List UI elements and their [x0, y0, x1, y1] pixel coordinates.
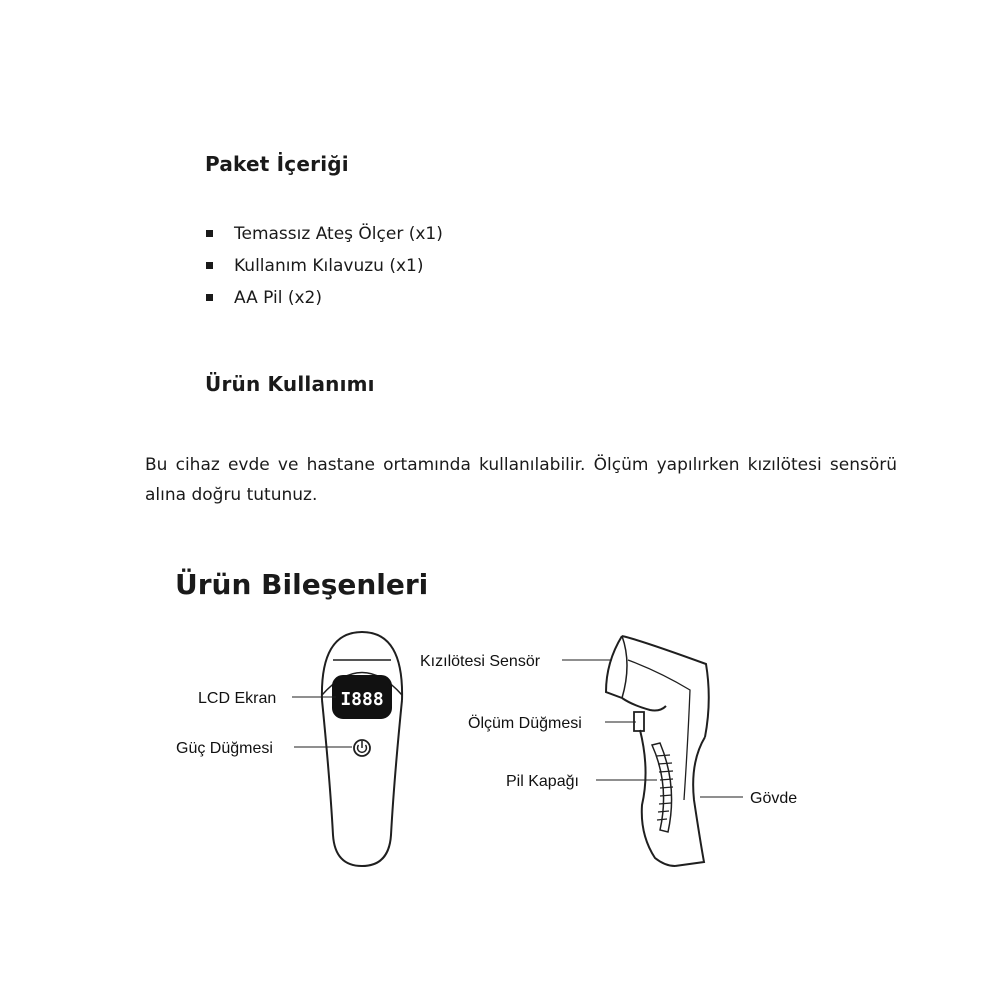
product-usage-heading: Ürün Kullanımı	[205, 372, 375, 396]
list-item: Temassız Ateş Ölçer (x1)	[205, 218, 443, 250]
battery-cover-rib	[657, 819, 667, 820]
product-components-diagram	[0, 620, 1000, 880]
battery-cover-rib	[660, 795, 672, 796]
head-bottom-outline	[622, 698, 666, 711]
battery-cover-rib	[656, 755, 670, 756]
lcd-screen-label: LCD Ekran	[198, 690, 277, 707]
lcd-display-readout: I888	[340, 689, 384, 710]
product-usage-text: Bu cihaz evde ve hastane ortamında kullanılabilir. Ölçüm yapılırken kızılötesi sensörü alına doğru tutunuz.	[145, 455, 897, 505]
front-body-outline	[322, 700, 402, 866]
battery-cover-label: Pil Kapağı	[506, 773, 579, 790]
thermometer-front-illustration	[322, 632, 402, 866]
thermometer-side-illustration	[606, 636, 709, 866]
body-label: Gövde	[750, 790, 798, 807]
package-contents-list	[205, 218, 443, 314]
package-contents-heading: Paket İçeriği	[205, 152, 349, 176]
handle-rear-outline	[675, 737, 705, 866]
handle-front-outline	[640, 730, 675, 866]
battery-cover-rib	[658, 811, 669, 812]
sensor-label: Kızılötesi Sensör	[420, 653, 541, 670]
list-item: AA Pil (x2)	[205, 282, 443, 314]
product-components-heading: Ürün Bileşenleri	[175, 568, 429, 601]
sensor-face-outline	[606, 636, 622, 698]
battery-cover-rib	[658, 763, 672, 764]
trigger-label: Ölçüm Düğmesi	[468, 715, 582, 732]
battery-cover-rib	[659, 803, 671, 804]
power-button-label: Güç Düğmesi	[176, 740, 273, 757]
body-accent-line	[628, 660, 690, 800]
list-item: Kullanım Kılavuzu (x1)	[205, 250, 443, 282]
sensor-face-inner	[622, 636, 627, 698]
